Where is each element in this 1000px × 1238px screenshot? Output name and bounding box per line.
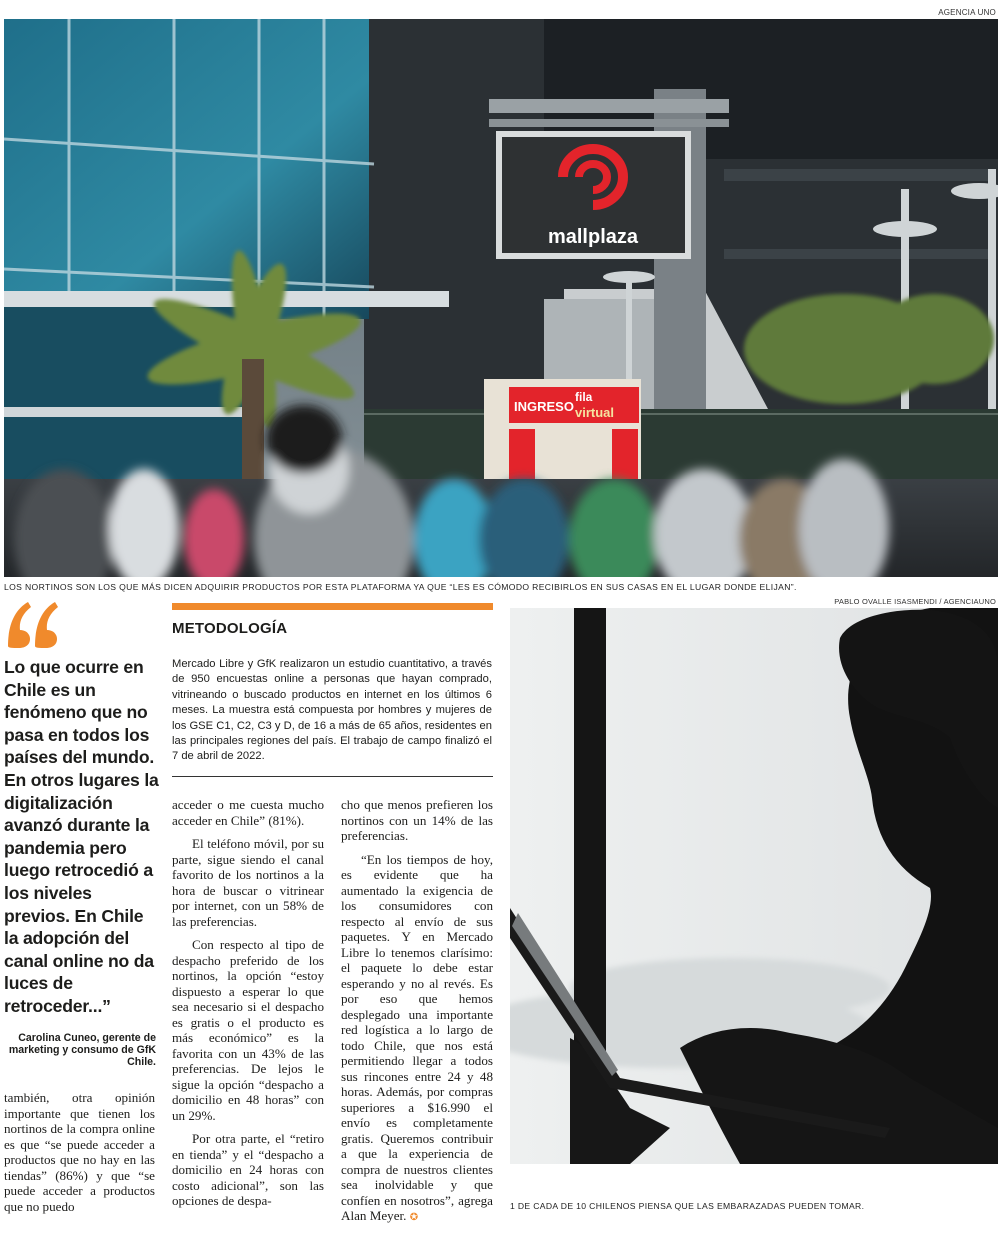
paragraph: acceder o me cuesta mucho acceder en Chile” (81%). (172, 797, 324, 828)
mallplaza-sign-text: mallplaza (547, 226, 639, 248)
paragraph: cho que menos prefieren los nortinos con un 14% de las preferencias. (341, 797, 493, 843)
methodology-text: Mercado Libre y GfK realizaron un estudio cuantitativo, a través de 950 encuestas online a personas que hayan comprado, vitrineando o buscado productos en internet en los últimos 6 meses. La muestra está compuesta por hombres y mujeres de los GSE C1, C2, C3 y D, de 16 a más de 65 años, residentes en las principales regiones del país. El trabajo de campo finalizó el 7 de abril de 2022. (172, 658, 492, 763)
right-photo-caption: 1 DE CADA DE 10 CHILENOS PIENSA QUE LAS EMBARAZADAS PUEDEN TOMAR. (510, 1201, 865, 1211)
end-of-article-icon: ✪ (409, 1212, 419, 1223)
methodology-title: METODOLOGÍA (172, 620, 288, 637)
methodology-accent-bar (172, 603, 493, 610)
article-column-3 (341, 797, 493, 1226)
laptop-silhouette-photo (510, 608, 998, 1164)
photo-credit-top: AGENCIA UNO (938, 8, 996, 17)
paragraph: “En los tiempos de hoy, es evidente que ha aumentado la exigencia de los consumidores con respecto al envío de sus paquetes. Y en Mercado Libre lo tenemos clarísimo: el paquete lo debe estar esperando y no al revés. Es por eso que hemos desplegado una importante red logística a lo largo de todo Chile, que nos está permitiendo llegar a todos sus rincones entre 24 y 48 horas. Además, por compras superiores a $16.990 el envío es completamente gratis. Queremos contribuir a que la experiencia de compra de nuestros clientes sea inolvidable y que confíen en nosotros”, agrega Alan Meyer. (341, 851, 493, 1223)
mall-entrance-photo (4, 19, 998, 577)
pull-quote: Lo que ocurre en Chile es un fenómeno que no pasa en todos los países del mundo. En otros lugares la digitalización avanzó durante la pandemia pero luego retrocedió a los niveles previos. En Chile la adopción del canal online no da luces de retroceder...” (4, 657, 159, 1016)
photo-credit-right: PABLO OVALLE ISASMENDI / AGENCIAUNO (834, 597, 996, 606)
paragraph: El teléfono móvil, por su parte, sigue siendo el canal favorito de los nortinos a la hora de buscar o vitrinear por internet, con un 58% de las preferencias. (172, 836, 324, 929)
gate-sign-virtual: virtual (575, 405, 615, 420)
paragraph: también, otra opinión importante que tienen los nortinos de la compra online es que “se puede acceder a productos que no hay en las tiendas” (86%) y que “se puede acceder a productos que no puedo (4, 1090, 155, 1214)
paragraph: Con respecto al tipo de despacho preferido de los nortinos, la opción “estoy dispuesto a esperar lo que sea necesario si el despacho es gratis o el producto es más económico” es la favorita con un 43% de las preferencias. De lejos le sigue la opción “despacho a domicilio en 48 horas” con un 29%. (172, 937, 324, 1123)
top-photo-caption: LOS NORTINOS SON LOS QUE MÁS DICEN ADQUIRIR PRODUCTOS POR ESTA PLATAFORMA YA QUE “LES ES CÓMODO RECIBIRLOS EN SUS CASAS EN EL LUGAR DONDE ELIJAN”. (4, 582, 797, 592)
gate-sign-fila: fila (575, 390, 593, 404)
article-column-2 (172, 797, 324, 1209)
quote-mark-icon (6, 598, 60, 650)
paragraph: Por otra parte, el “retiro en tienda” y el “despacho a domicilio en 24 horas con costo adicional”, son las opciones de despa- (172, 1131, 324, 1208)
quote-attribution: Carolina Cuneo, gerente de marketing y consumo de GfK Chile. (8, 1032, 156, 1068)
article-column-1 (4, 1090, 155, 1214)
methodology-divider (172, 776, 493, 777)
gate-sign-ingreso: INGRESO (514, 399, 574, 414)
